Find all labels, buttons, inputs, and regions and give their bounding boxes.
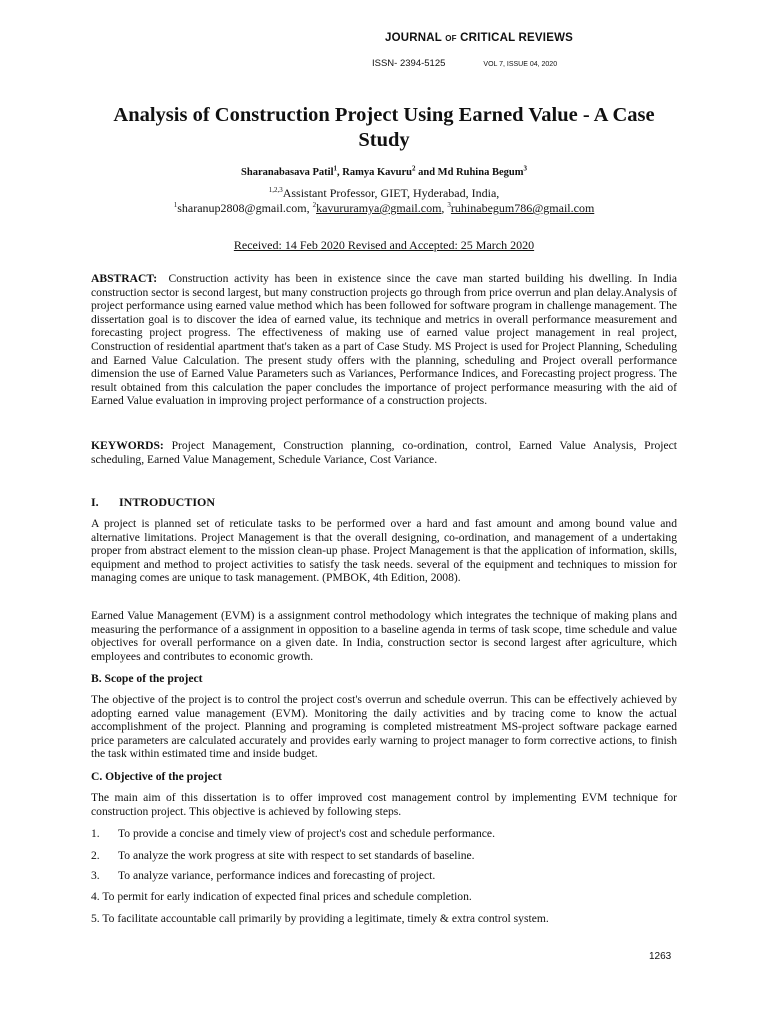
author-separator: and <box>415 167 438 178</box>
keywords-label: KEYWORDS: <box>91 439 164 452</box>
list-item <box>91 849 677 862</box>
affiliation-superscript: 1,2,3 <box>268 186 283 194</box>
intro-paragraph-1: A project is planned set of reticulate tasks to be performed over a hard and fast amount and among bound value and alternative limitations. Project Management is that the overall designing, co-ordination, and management of a undertaking proper from abstract element to the mission clean-up phase. Project Management is that the application of information, skills, equipment and method to project activities to satisfy the task needs. several of the equipment and techniques to mission for managing comes are unique to task management. (PMBOK, 4th Edition, 2008). <box>91 517 677 585</box>
list-item <box>91 827 677 840</box>
journal-name-of: OF <box>445 34 457 43</box>
affiliation-text: Assistant Professor, GIET, Hyderabad, India, <box>282 186 500 200</box>
list-text: To provide a concise and timely view of project's cost and schedule performance. <box>118 827 495 840</box>
author-superscript: 3 <box>523 164 527 173</box>
email-line <box>90 201 678 216</box>
received-dates: Received: 14 Feb 2020 Revised and Accepted: 25 March 2020 <box>233 238 535 252</box>
subheading-scope: B. Scope of the project <box>91 672 203 685</box>
abstract <box>91 272 677 408</box>
author-name: Sharanabasava Patil <box>241 167 334 178</box>
journal-name-part: CRITICAL REVIEWS <box>460 32 573 44</box>
author-superscript: 2 <box>411 164 416 173</box>
email-link[interactable]: ruhinabegum786@gmail.com <box>450 201 595 215</box>
list-item <box>91 869 677 882</box>
author-list <box>90 164 678 178</box>
email-superscript: 2 <box>312 201 317 209</box>
author-superscript: 1 <box>333 164 338 173</box>
page-number: 1263 <box>649 951 672 962</box>
affiliation-line <box>90 186 678 201</box>
keywords-text: Project Management, Construction planning, co-ordination, control, Earned Value Analysis, Project scheduling, Earned Value Management, Schedule Variance, Cost Variance. <box>91 439 677 466</box>
issn-line <box>372 58 557 69</box>
affiliation <box>90 186 678 216</box>
intro-paragraph-2: Earned Value Management (EVM) is a assignment control methodology which integrates the technique of making plans and measuring the performance of a assignment in opposition to a baseline agenda in terms of task scope, time schedule and value objectives for overall performance on a given date. In India, construction sector is second largest after agriculture, which employees and contributes to economic growth. <box>91 609 677 663</box>
list-number: 1. <box>91 827 100 840</box>
list-number: 3. <box>91 869 100 882</box>
journal-name-part: JOURNAL <box>385 32 442 44</box>
list-text: To analyze variance, performance indices and forecasting of project. <box>118 869 436 882</box>
journal-title <box>0 32 768 44</box>
email-link[interactable]: sharanup2808@gmail.com <box>177 201 307 215</box>
scope-paragraph: The objective of the project is to control the project cost's overrun and schedule overrun. This can be effectively achieved by adopting earned value management (EVM). Monitoring the daily activities and by tracing come to know the actual accomplishment of the project. Planning and programing is completed mistreatment MS-project software package earned price parameters are calculated accurately and provides early warning to project manager to form corrective actions, to finish the task within estimated time and inside budget. <box>91 693 677 761</box>
issn: ISSN- 2394-5125 <box>372 58 446 69</box>
objective-paragraph: The main aim of this dissertation is to offer improved cost management control by implementing EVM technique for construction project. This objective is achieved by following steps. <box>91 791 677 818</box>
section-number: I. <box>91 495 99 509</box>
section-heading-introduction <box>91 495 215 510</box>
list-text: To analyze the work progress at site with respect to set standards of baseline. <box>118 849 475 862</box>
section-title: INTRODUCTION <box>119 495 216 509</box>
list-text: 5. To facilitate accountable call primarily by providing a legitimate, timely & extra control system. <box>91 912 549 925</box>
author-name: Ramya Kavuru <box>342 167 412 178</box>
abstract-text: Construction activity has been in existence since the cave man started building his dwelling. In India construction sector is second largest, but many construction projects go through from price overrun and plan delay.Analysis of project performance using earned value method which has been followed for software program in challenge management. The dissertation goal is to discover the idea of earned value, its technique and metrics in overall performance measurement and forecasting project progress. The effectiveness of making use of earned value project management in real project, Construction of residential apartment that's taken as a part of Case Study. MS Project is used for Project Planning, Scheduling and Earned Value Calculation. The present study offers with the planning, scheduling and Project overall performance dimension the use of Earned Value Parameters such as Variances, Performance Indices, and Forecasting project progress. The result obtained from this calculation the paper concludes the importance of project performance measuring with the aid of Earned Value evaluation in improving project performance of a construction projects. <box>91 272 678 408</box>
volume-issue: VOL 7, ISSUE 04, 2020 <box>483 61 558 68</box>
list-number: 2. <box>91 849 100 862</box>
email-superscript: 1 <box>173 201 178 209</box>
email-separator: , <box>441 201 448 215</box>
author-name: Md Ruhina Begum <box>437 167 524 178</box>
author-separator: , <box>337 167 343 178</box>
list-text: 4. To permit for early indication of expected final prices and schedule completion. <box>91 890 472 903</box>
email-separator: , <box>306 201 313 215</box>
abstract-label: ABSTRACT: <box>91 272 158 285</box>
subheading-objective: C. Objective of the project <box>91 770 222 783</box>
email-superscript: 3 <box>447 201 451 209</box>
paper-title: Analysis of Construction Project Using Earned Value - A Case Study <box>113 104 655 151</box>
list-item <box>91 890 677 903</box>
list-item <box>91 912 677 925</box>
email-link[interactable]: kavururamya@gmail.com <box>316 201 442 215</box>
keywords <box>91 439 677 466</box>
